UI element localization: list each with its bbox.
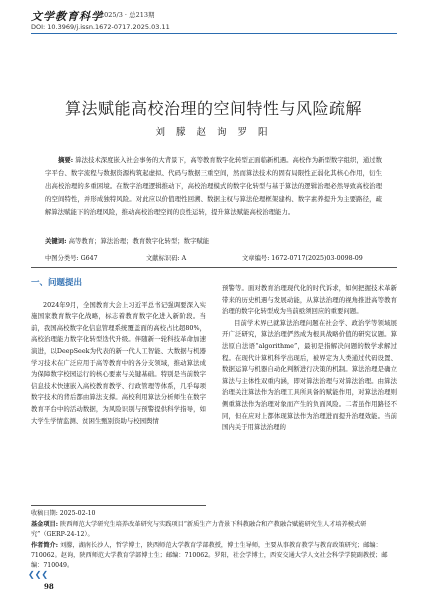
abstract-text: 算法技术深度嵌入社会事务的大背景下，高等教育数字化转型正面临新机遇。高校作为新型数字组织，通过数字平台、数字流程与数据资源构筑起虚拟、代码与数据三重空间，然而算法技术的固有局限性正弱化其核心作用，衍生出高校治理的多重困境。在数字治理逻辑推动下，高校治理模式的数字化转型与基于算法的逻辑治理必然导致高校治理的空间特性，并形成独特风险。对此应以价值理性回溯、数据主权与算法伦理框架建构、数字素养提升为主要路径，疏解算法赋能下的治理风险，推动高校治理空间的良性运转，提升算法赋能高校治理能力。 xyxy=(45,156,383,216)
body-paragraph: 2024年9月，全国教育大会上习近平总书记强调要深入实施国家教育数字化战略，标志着教育数字化进入新阶段。当前，我国高校数字化信息管理系统覆盖面的高校占比超80%，高校治理能力数字化转型迭代升级。伴随新一轮科技革命加速演进，以DeepSeek为代表的新一代人工智能、大数据与机器学习技术在广泛应用于高等教育中的各分支领域，推动算法成为保障数字校园运行的核心要素与关键基础。特别是当前数字信息技术快速嵌入高校教育教学、行政管理等体系，几乎每项数字技术的背后都由算法支撑。高校利用算法分析师生在数字教育平台中的活动数据，为风险识别与预警提供科学指导，如大学生学情监测、贫困生甄别资助与校园舆情 xyxy=(31,300,206,425)
right-column xyxy=(222,283,397,434)
fund-text: 陕西师范大学研究生培养改革研究与实践项目“新质生产力背景下科教融合和产教融合赋能研究生人才培养模式研究”（GERP-24-12）。 xyxy=(31,521,367,539)
body-paragraph: 预警等。面对教育治理现代化的时代诉求，如何把握技术革新带来的历史机遇与发展动能，从算法治理的视角推进高等教育治理的数字化转型成为当前亟须回应的重要问题。 xyxy=(222,284,397,316)
abstract xyxy=(45,154,382,219)
body-paragraph: 目前学术界已就算法治理问题在社会学、政治学等领域展开广泛研究，算法治理俨然成为根具战略价值的研究议题。算法原自法语“algorithme”，最初是指解决问题的数学求解过程。在现代计算机科学出现后，被界定为人类通过代码设置、数据运算与机器自动化判断进行决策的机制。算法治理是确立算法与主体性双重内涵，即对算法治理与对算法治理。由算法治理关注算法作为治理工具所具备的赋能作用，对算法治理则侧重算法作为治理对象而产生的负面风险。二者虽作用路径不同，但在应对上都体现算法作为治理进而提升治理效能。当前国内关于用算法治理的 xyxy=(222,318,397,432)
issue-info: 2025/3 · 总213期 xyxy=(100,11,155,19)
journal-logo: 文学教育科学 xyxy=(31,10,103,23)
page-number: 98 xyxy=(44,582,54,591)
keywords-text: 高等教育；算法治理；教育数字化转型；数字赋能 xyxy=(68,237,210,245)
clc-number: 中图分类号: G647 xyxy=(45,255,98,262)
author-info-label: 作者简介: xyxy=(31,542,59,549)
received-date: 收稿日期: 2025-02-10 xyxy=(31,510,96,517)
section-rule xyxy=(31,267,397,268)
footnote-rule xyxy=(31,505,206,506)
article-authors: 刘 朦 赵 询 罗 阳 xyxy=(155,127,272,138)
fund-info xyxy=(31,520,397,540)
keywords xyxy=(45,236,382,247)
fund-label: 基金项目: xyxy=(31,521,59,528)
keywords-label: 关键词: xyxy=(45,237,67,245)
abstract-label: 摘要: xyxy=(58,156,74,164)
article-number: 文章编号: 1672-0717(2025)03-0098-09 xyxy=(242,255,363,262)
doi: DOI: 10.3969/j.issn.1672-0717.2025.03.11 xyxy=(31,23,170,31)
article-title: 算法赋能高校治理的空间特性与风险疏解 xyxy=(64,99,362,118)
header-rule xyxy=(31,33,397,34)
author-info xyxy=(31,541,397,572)
section-heading: 一、问题提出 xyxy=(31,278,83,288)
document-code: 文献标识码: A xyxy=(146,255,187,262)
author-info-text: 刘朦，湖南长沙人，哲学博士，陕西师范大学教育学部教授，博士生导师，主要从事教育教学与教育政策研究；邮编：710062。赵询，陕西师范大学教育学部博士生；邮编：710062。罗阳，社会学博士，西安交通大学人文社会科学学院副教授；邮编：710049。 xyxy=(31,542,388,570)
left-column xyxy=(31,278,206,427)
page-arrows-icon: ❮❮❮ xyxy=(28,570,49,579)
